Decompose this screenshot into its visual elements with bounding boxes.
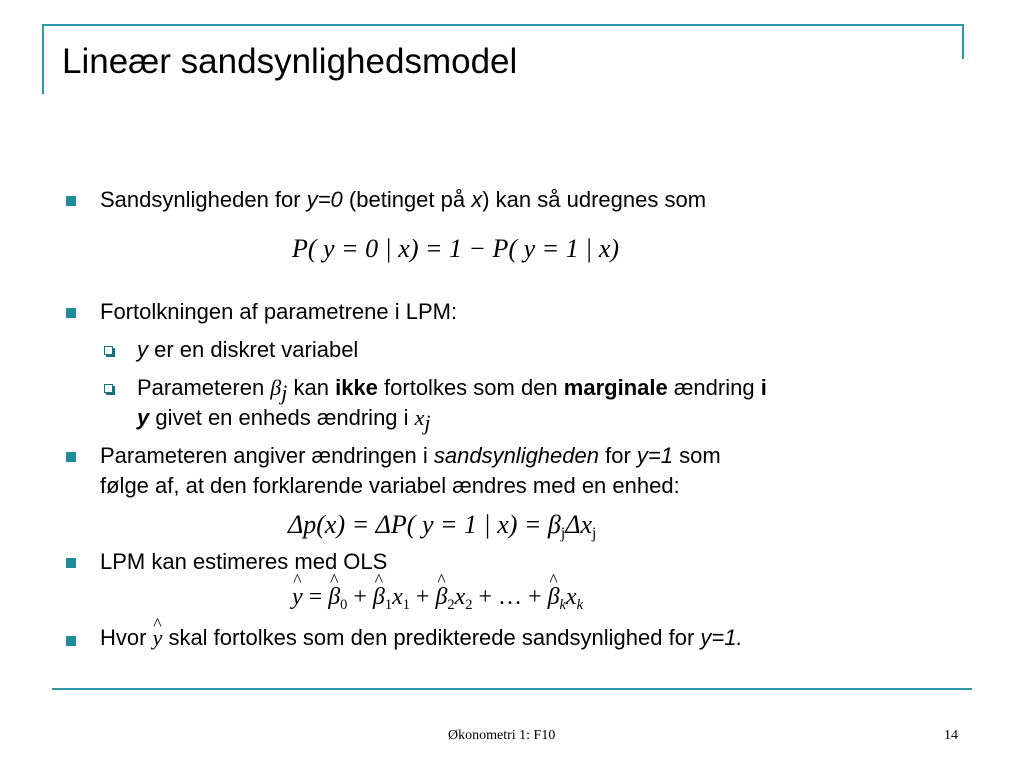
sub-bullet-2-text-line2: y givet en enheds ændring i $x_j$ bbox=[137, 405, 431, 435]
bullet-icon bbox=[66, 196, 76, 206]
bullet-4-text: LPM kan estimeres med OLS bbox=[100, 549, 388, 574]
equation-1: P( y = 0 | x) = 1 − P( y = 1 | x) bbox=[292, 234, 620, 263]
frame-left-line bbox=[42, 24, 44, 94]
footer-course: Økonometri 1: F10 bbox=[448, 728, 556, 743]
bullet-icon bbox=[66, 452, 76, 462]
equation-2: Δp(x) = ΔP( y = 1 | $x) = \beta_j\Delta x_j$ bbox=[288, 510, 597, 542]
footer-line bbox=[52, 688, 972, 690]
sub-bullet-icon bbox=[104, 346, 113, 355]
bullet-3-text: Parameteren angiver ændringen i sandsynligheden for y=1 som bbox=[100, 443, 721, 468]
bullet-icon bbox=[66, 636, 76, 646]
bullet-icon bbox=[66, 558, 76, 568]
bullet-5-text: Hvor ^ y skal fortolkes som den predikterede sandsynlighed for y=1. bbox=[100, 624, 743, 652]
bullet-icon bbox=[66, 308, 76, 318]
frame-top-line bbox=[42, 24, 964, 26]
sub-bullet-2-text: Parameteren $\beta_j$ kan ikke fortolkes som den marginale ændring i bbox=[137, 375, 767, 405]
frame-right-line bbox=[962, 24, 964, 59]
equation-3: ^ y = ^ $\beta_0$ + ^ $\beta_1x_1$ + ^ $\beta_2x_2$ + … + ^ $\beta_kx_k$ bbox=[292, 584, 583, 614]
bullet-2-text: Fortolkningen af parametrene i LPM: bbox=[100, 299, 458, 324]
bullet-1-text: Sandsynligheden for y=0 (betinget på x) kan så udregnes som bbox=[100, 187, 707, 212]
bullet-3-text-line2: følge af, at den forklarende variabel ændres med en enhed: bbox=[100, 473, 680, 498]
page-number: 14 bbox=[944, 728, 958, 743]
slide-title: Lineær sandsynlighedsmodel bbox=[62, 42, 518, 81]
sub-bullet-icon bbox=[104, 384, 113, 393]
sub-bullet-1-text: y er en diskret variabel bbox=[137, 337, 359, 362]
